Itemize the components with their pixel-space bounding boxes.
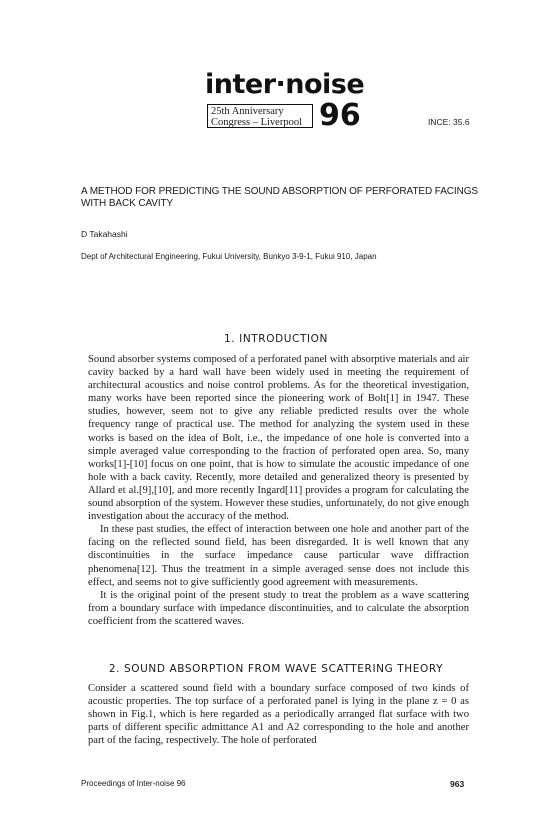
introduction-paragraph: It is the original point of the present study to treat the problem as a wave scattering from a boundary surface with impedance discontinuities, and to calculate the absorption coefficient from the scattered waves. [88, 589, 469, 627]
logo-year: 96 [319, 98, 361, 133]
paper-title: A METHOD FOR PREDICTING THE SOUND ABSORPTION OF PERFORATED FACINGS WITH BACK CAVITY [81, 186, 478, 209]
section2-paragraph: Consider a scattered sound field with a boundary surface composed of two kinds of acoustic properties. The top surface of a perforated panel is lying in the plane z = 0 as shown in Fig.1, which is here regarded as a periodically arranged flat surface with two parts of different specific admittance A1 and A2 corresponding to the hole and another part of the facing, respectively. The hole of perforated [88, 683, 469, 747]
section2-body [88, 682, 469, 747]
logo-box-line2: Congress – Liverpool [211, 117, 302, 128]
introduction-body [88, 353, 469, 628]
paper-affiliation: Dept of Architectural Engineering, Fukui University, Bunkyo 3-9-1, Fukui 910, Japan [81, 252, 377, 261]
section-heading-sound-absorption: 2. SOUND ABSORPTION FROM WAVE SCATTERING THEORY [108, 663, 444, 675]
page-number: 963 [450, 779, 465, 789]
paper-author: D Takahashi [81, 229, 128, 239]
ince-code: INCE: 35.6 [428, 117, 470, 127]
footer-proceedings: Proceedings of Inter-noise 96 [81, 779, 186, 788]
logo-anniversary-box [207, 104, 313, 128]
logo-wordmark: inter·noise [205, 69, 365, 100]
introduction-paragraph: Sound absorber systems composed of a perforated panel with absorptive materials and air cavity backed by a hard wall have been widely used in meeting the requirement of architectural acoustics and noise control problems. As for the theoretical investigation, many works have been reported since the pioneering work of Bolt[1] in 1947. These studies, however, seem not to give any reliable predicted results over the whole frequency range of practical use. The method for analyzing the system used in these works is based on the idea of Bolt, i.e., the impedance of one hole is converted into a simple averaged value corresponding to the fraction of perforated open area. So, many works[1]-[10] focus on one point, that is how to simulate the acoustic impedance of one hole with a back cavity. Recently, more detailed and generalized theory is presented by Allard et al.[9],[10], and more recently Ingard[11] provides a program for calculating the sound absorption of the system. However these studies, unfortunately, do not give enough investigation about the accuracy of the method. [88, 354, 469, 523]
logo-box-line1: 25th Anniversary [211, 106, 284, 117]
conference-logo [205, 70, 365, 134]
introduction-paragraph: In these past studies, the effect of interaction between one hole and another part of the facing on the reflected sound field, has been disregarded. It is well known that any discontinuities in the surface impedance cause particular wave diffraction phenomena[12]. Thus the treatment in a simple averaged sense does not include this effect, and seems not to give sufficiently good agreement with measurements. [88, 524, 469, 588]
section-heading-introduction: 1. INTRODUCTION [223, 333, 328, 345]
